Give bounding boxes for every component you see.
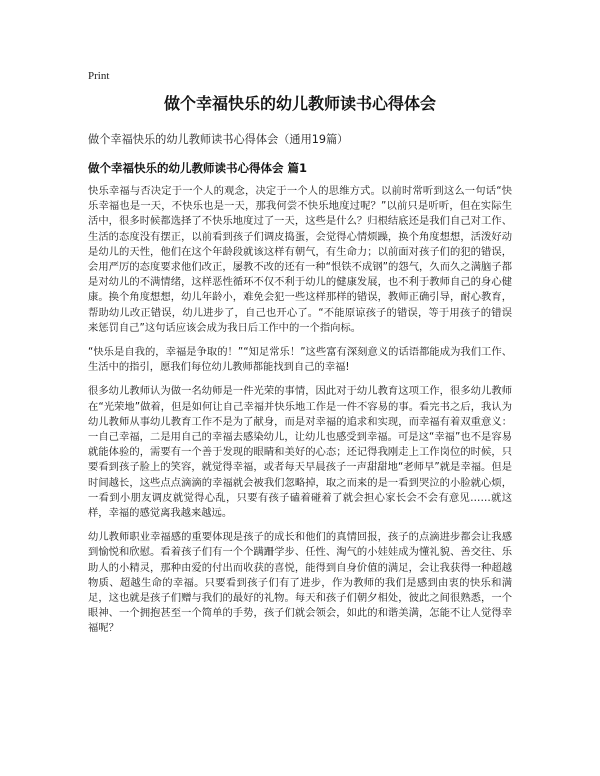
paragraph-1: 快乐幸福与否决定于一个人的观念，决定于一个人的思维方式。以前时常听到这么一句话“快乐幸福也是一天，不快乐也是一天，那我何尝不快乐地度过呢？”以前只是听听，但在实际生活中，很多时候都选择了不快乐地度过了一天，这些是什么？归根结底还是我们自己对工作、生活的态度没有摆正，以前看到孩子们调皮捣蛋，会觉得心情烦躁，换个角度想想，活泼好动是幼儿的天性，他们在这个年龄段就该这样有朝气，有生命力；以前面对孩子们的犯的错误，会用严厉的态度要求他们改正，屡教不改的还有一种“恨铁不成钢”的怨气，久而久之满脑子都是对幼儿的不满情绪，这样恶性循环不仅不利于幼儿的健康发展，也不利于教师自己的身心健康。换个角度想想，幼儿年龄小，难免会犯一些这样那样的错误，教师正确引导，耐心教育，帮助幼儿改正错误，幼儿进步了，自己也开心了。“不能原谅孩子的错误，等于用孩子的错误来惩罚自己”这句话应该会成为我日后工作中的一个指向标。 <box>88 185 512 334</box>
article-body <box>88 184 512 646</box>
document-subtitle: 做个幸福快乐的幼儿教师读书心得体会（通用19篇） <box>88 133 349 146</box>
paragraph-2: “快乐是自我的，幸福是争取的！”“知足常乐！”这些富有深刻意义的话语都能成为我们工作、生活中的指引，愿我们每位幼儿教师都能找到自己的幸福! <box>88 346 512 374</box>
print-label: Print <box>88 70 110 82</box>
paragraph-3: 很多幼儿教师认为做一名幼师是一件光荣的事情，因此对于幼儿教育这项工作，很多幼儿教师在“光荣地”做着，但是如何让自己幸福并快乐地工作是一件不容易的事。看完书之后，我认为幼儿教师从事幼儿教育工作不是为了献身，而是对幸福的追求和实现，而幸福有着双重意义：一自己幸福，二是用自己的幸福去感染幼儿，让幼儿也感受到幸福。可是这“幸福”也不是容易就能体验的，需要有一个善于发现的眼睛和美好的心态；还记得我刚走上工作岗位的时候，只要看到孩子脸上的笑容，就觉得幸福，或者每天早晨孩子一声甜甜地“老师早”就是幸福。但是时间越长，这些点点滴滴的幸福就会被我们忽略掉，取之而来的是一看到哭泣的小脸就心烦，一看到小朋友调皮就觉得心乱，只要有孩子磕着碰着了就会担心家长会不会有意见……就这样，幸福的感觉离我越来越远。 <box>88 385 512 520</box>
page-title: 做个幸福快乐的幼儿教师读书心得体会 <box>163 94 436 113</box>
paragraph-4: 幼儿教师职业幸福感的重要体现是孩子的成长和他们的真情回报，孩子的点滴进步都会让我感到愉悦和欣慰。看着孩子们有一个个蹒跚学步、任性、淘气的小娃娃成为懂礼貌、善交往、乐助人的小精灵，那种由爱的付出而收获的喜悦，能得到自身价值的满足，会让我获得一种超越物质、超越生命的幸福。只要看到孩子们有了进步，作为教师的我们是感到由衷的快乐和满足，这也就是孩子们赠与我们的最好的礼物。每天和孩子们朝夕相处，彼此之间很熟悉，一个眼神、一个拥抱甚至一个简单的手势，孩子们就会领会，如此的和谐美满，怎能不让人觉得幸福呢？ <box>88 531 512 635</box>
section-heading: 做个幸福快乐的幼儿教师读书心得体会 篇1 <box>88 161 308 175</box>
